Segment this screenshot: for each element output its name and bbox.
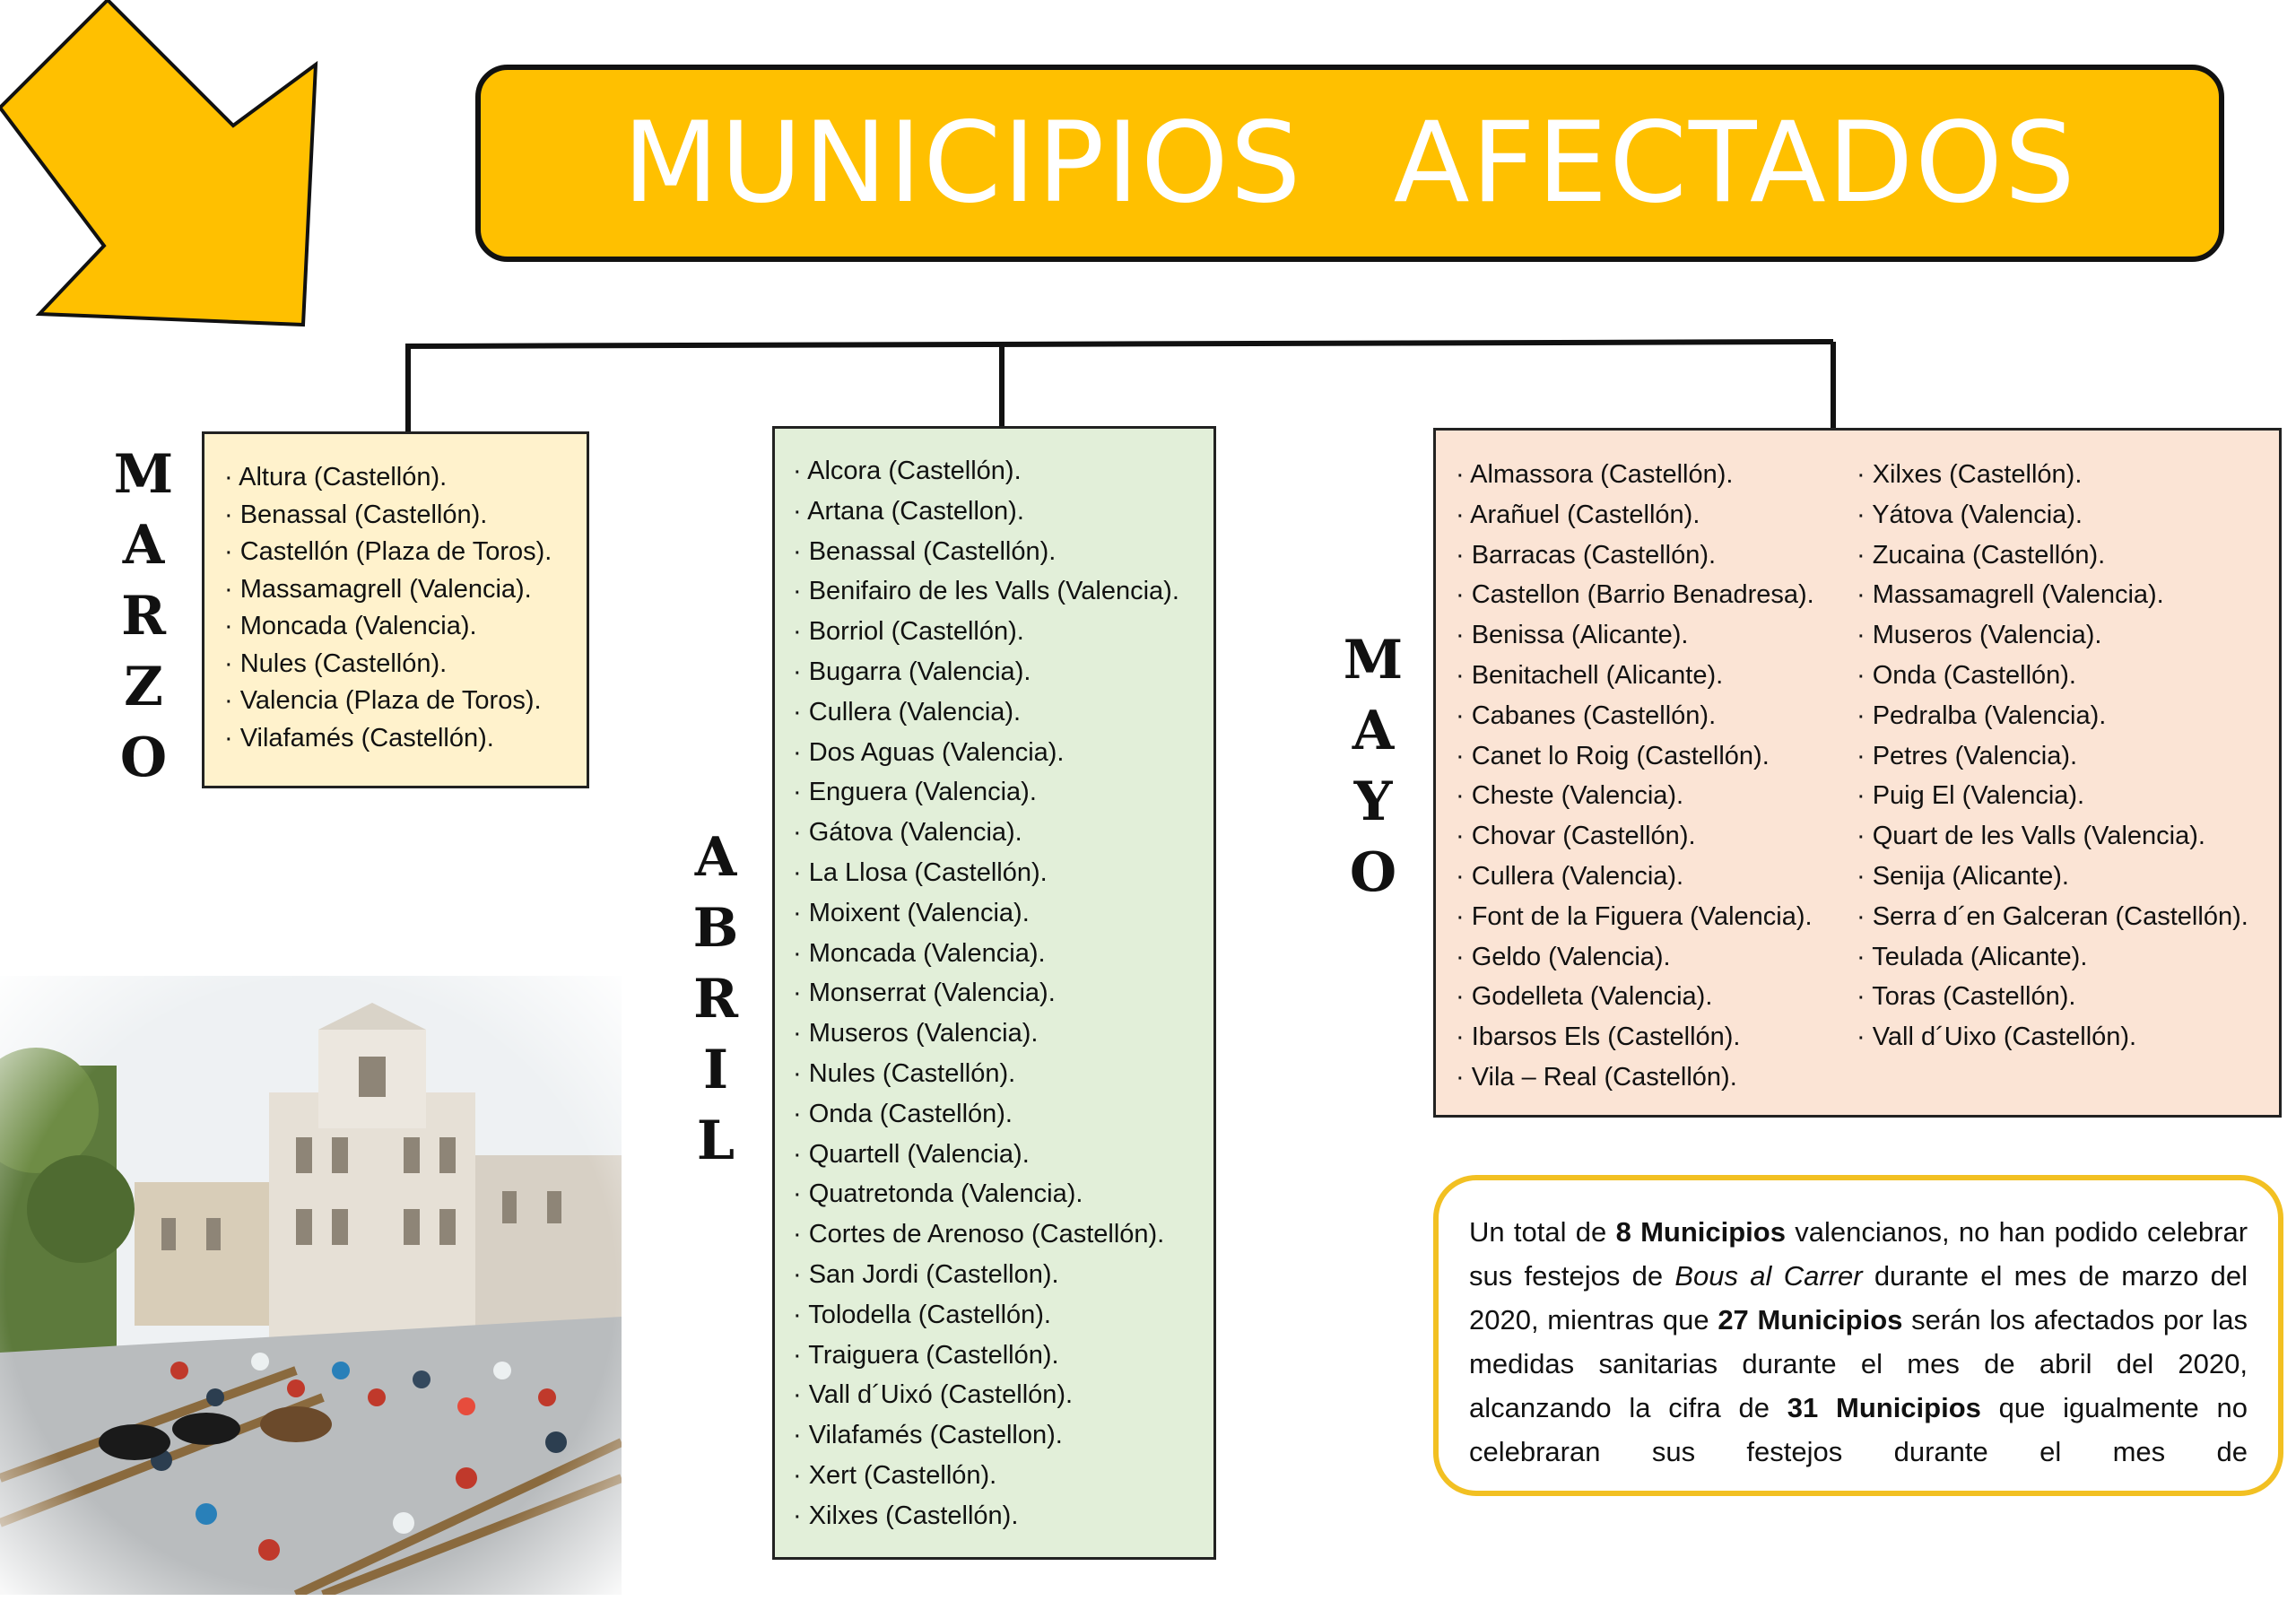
mayo-list-column-2 (1857, 455, 2248, 1115)
marzo-list (224, 459, 587, 757)
list-item: · Massamagrell (Valencia). (224, 574, 532, 604)
list-item: · Zucaina (Castellón). (1857, 540, 2106, 570)
list-item: · Benifairo de les Valls (Valencia). (793, 577, 1179, 606)
list-item: · Geldo (Valencia). (1456, 942, 1671, 971)
list-item: · Altura (Castellón). (224, 463, 448, 492)
list-item: · Chovar (Castellón). (1456, 822, 1696, 851)
list-item: · Quartell (Valencia). (793, 1139, 1030, 1169)
month-label-abril: A B R I L (692, 826, 739, 1172)
list-item: · Gátova (Valencia). (793, 818, 1022, 848)
list-item: · Moncada (Valencia). (793, 938, 1046, 968)
list-item: · Onda (Castellón). (793, 1099, 1013, 1128)
list-item: · Toras (Castellón). (1857, 982, 2076, 1012)
list-item: · Castellón (Plaza de Toros). (224, 537, 552, 566)
list-item: · Yátova (Valencia). (1857, 500, 2083, 529)
list-item: · Benassal (Castellón). (224, 500, 488, 529)
list-item: · Onda (Castellón). (1857, 660, 2076, 690)
list-item: · Tolodella (Castellón). (793, 1300, 1051, 1329)
list-item: · Benassal (Castellón). (793, 536, 1057, 566)
list-item: · Senija (Alicante). (1857, 861, 2069, 891)
title-word-2: AFECTADOS (1393, 99, 2077, 228)
list-item: · Vilafamés (Castellón). (224, 723, 494, 753)
list-item: · Vila – Real (Castellón). (1456, 1062, 1737, 1092)
list-item: · Quatretonda (Valencia). (793, 1179, 1083, 1209)
list-item: · Godelleta (Valencia). (1456, 982, 1713, 1012)
list-item: · San Jordi (Castellon). (793, 1259, 1059, 1289)
list-item: · Museros (Valencia). (793, 1019, 1039, 1048)
list-item: · Cullera (Valencia). (793, 697, 1022, 727)
abril-list-box (772, 426, 1216, 1560)
list-item: · Xilxes (Castellón). (793, 1501, 1019, 1530)
list-item: · Cortes de Arenoso (Castellón). (793, 1220, 1165, 1249)
list-item: · Benissa (Alicante). (1456, 621, 1689, 650)
list-item: · Xert (Castellón). (793, 1460, 997, 1490)
month-label-mayo: M A Y O (1343, 629, 1404, 904)
note-count-marzo: 8 Municipios (1615, 1216, 1786, 1248)
summary-note: Un total de 8 Municipios valencianos, no han podido celebrar sus festejos de Bous al Carrer durante el mes de marzo del 2020, mientras que 27 Municipios serán los afectados por las medidas sanitarias durante el mes de abril del 2020, alcanzando la cifra de 31 Municipios que igualmente no celebraran sus festejos durante el mes de (1433, 1175, 2283, 1496)
list-item: · Almassora (Castellón). (1456, 460, 1734, 489)
list-item: · Vall d´Uixo (Castellón). (1857, 1022, 2137, 1052)
list-item: · Barracas (Castellón). (1456, 540, 1717, 570)
list-item: · Teulada (Alicante). (1857, 942, 2088, 971)
list-item: · Castellon (Barrio Benadresa). (1456, 580, 1814, 610)
month-label-marzo: M A R Z O (113, 443, 174, 789)
list-item: · Monserrat (Valencia). (793, 979, 1056, 1008)
connector-lines (0, 0, 2296, 448)
list-item: · Borriol (Castellón). (793, 617, 1024, 647)
list-item: · Enguera (Valencia). (793, 778, 1037, 807)
list-item: · Nules (Castellón). (793, 1058, 1016, 1088)
list-item: · Canet lo Roig (Castellón). (1456, 741, 1770, 770)
note-count-mayo: 31 Municipios (1787, 1392, 1981, 1423)
list-item: · Dos Aguas (Valencia). (793, 737, 1065, 767)
list-item: · Vilafamés (Castellon). (793, 1421, 1063, 1450)
list-item: · Pedralba (Valencia). (1857, 700, 2107, 730)
list-item: · Cheste (Valencia). (1456, 781, 1684, 811)
list-item: · Valencia (Plaza de Toros). (224, 686, 542, 715)
mayo-list-column-1 (1456, 455, 1857, 1115)
list-item: · Cullera (Valencia). (1456, 861, 1684, 891)
list-item: · Moncada (Valencia). (224, 612, 477, 640)
list-item: · Font de la Figuera (Valencia). (1456, 901, 1813, 931)
list-item: · Massamagrell (Valencia). (1857, 580, 2164, 610)
mayo-list-box (1433, 428, 2282, 1118)
title-word-1: MUNICIPIOS (622, 99, 1303, 228)
list-item: · Museros (Valencia). (1857, 621, 2102, 650)
list-item: · Moixent (Valencia). (793, 898, 1030, 927)
list-item: · Quart de les Valls (Valencia). (1857, 822, 2205, 851)
bull-run-photo (0, 976, 622, 1595)
list-item: · La Llosa (Castellón). (793, 857, 1048, 887)
list-item: · Cabanes (Castellón). (1456, 700, 1717, 730)
list-item: · Traiguera (Castellón). (793, 1340, 1059, 1370)
list-item: · Ibarsos Els (Castellón). (1456, 1022, 1741, 1052)
list-item: · Nules (Castellón). (224, 648, 448, 678)
list-item: · Puig El (Valencia). (1857, 781, 2085, 811)
list-item: · Vall d´Uixó (Castellón). (793, 1380, 1074, 1410)
abril-list (793, 451, 1213, 1536)
list-item: · Xilxes (Castellón). (1857, 460, 2083, 489)
list-item: · Bugarra (Valencia). (793, 657, 1031, 686)
list-item: · Petres (Valencia). (1857, 741, 2078, 770)
note-event-name: Bous al Carrer (1674, 1260, 1863, 1292)
list-item: · Alcora (Castellón). (793, 457, 1022, 485)
list-item: · Benitachell (Alicante). (1456, 660, 1724, 690)
note-count-abril: 27 Municipios (1718, 1304, 1903, 1336)
list-item: · Artana (Castellon). (793, 496, 1024, 526)
marzo-list-box (202, 431, 589, 788)
list-item: · Serra d´en Galceran (Castellón). (1857, 901, 2248, 931)
list-item: · Arañuel (Castellón). (1456, 500, 1700, 529)
